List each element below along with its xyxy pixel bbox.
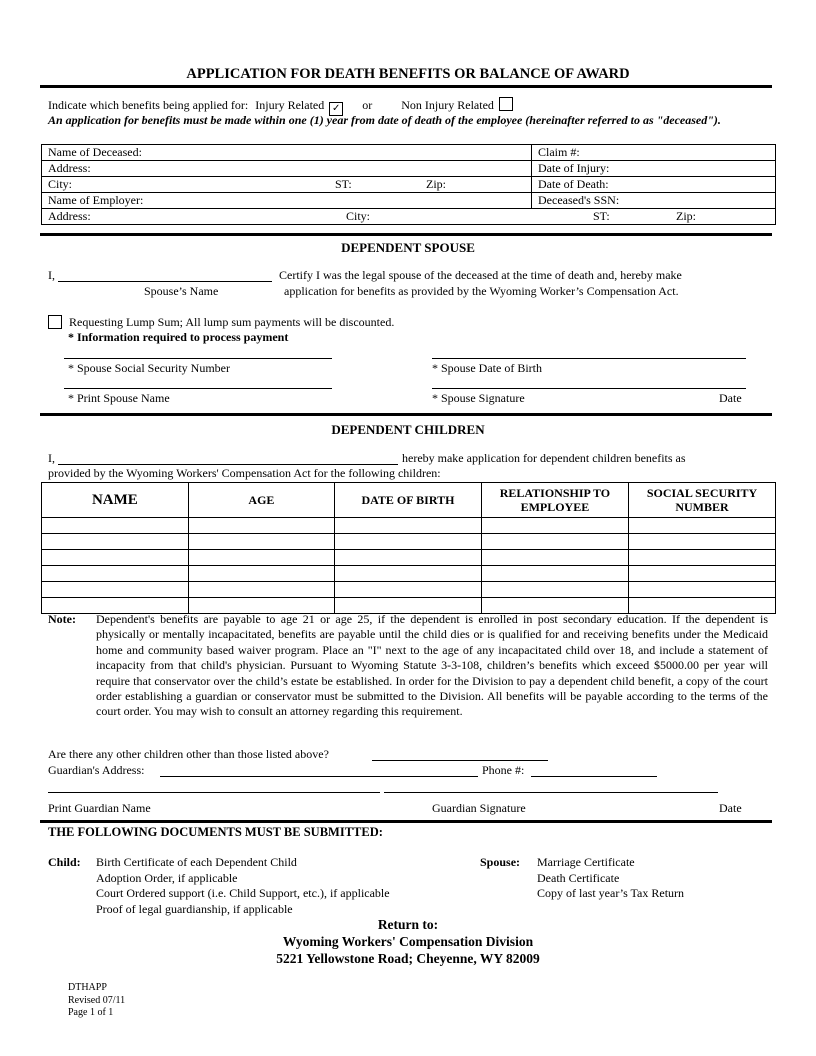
indicate-label: Indicate which benefits being applied for: xyxy=(48,98,249,112)
guardian-signature-line[interactable] xyxy=(384,792,718,793)
child-doc-item: Adoption Order, if applicable xyxy=(96,870,238,885)
table-cell[interactable] xyxy=(335,534,482,550)
return-to-org: Wyoming Workers' Compensation Division xyxy=(282,934,534,949)
revised-date: Revised 07/11 xyxy=(68,994,126,1006)
table-cell[interactable] xyxy=(42,534,189,550)
spouse-date-caption: Date xyxy=(719,391,742,405)
employer-address-label: Address: xyxy=(48,209,91,223)
table-row xyxy=(42,534,776,550)
employer-st-label: ST: xyxy=(593,209,610,223)
deadline-notice: An application for benefits must be made within one (1) year from date of death of the employee (hereinafter referred to as "deceased"). xyxy=(48,113,721,127)
children-col-header: SOCIAL SECURITY NUMBER xyxy=(629,483,776,518)
dependent-spouse-heading: DEPENDENT SPOUSE xyxy=(341,240,475,255)
non-injury-related-checkbox[interactable] xyxy=(499,97,513,111)
footer-block xyxy=(68,982,125,1020)
guardian-print-name-line[interactable] xyxy=(48,792,380,793)
table-cell[interactable] xyxy=(42,582,189,598)
injury-related-label: Injury Related xyxy=(255,98,325,112)
documents-heading: THE FOLLOWING DOCUMENTS MUST BE SUBMITTED: xyxy=(48,825,383,839)
table-cell[interactable] xyxy=(481,550,628,566)
table-cell[interactable] xyxy=(629,550,776,566)
table-row xyxy=(42,550,776,566)
children-col-header: NAME xyxy=(42,483,189,518)
injury-related-checkbox[interactable]: ✓ xyxy=(329,102,343,116)
table-cell[interactable] xyxy=(188,534,334,550)
lump-sum-checkbox[interactable] xyxy=(48,315,62,329)
employer-city-label: City: xyxy=(346,209,371,223)
table-cell[interactable] xyxy=(188,518,334,534)
return-to-label: Return to: xyxy=(377,917,439,932)
spouse-name-line[interactable] xyxy=(58,281,272,282)
spouse-doc-item: Copy of last year’s Tax Return xyxy=(537,886,685,900)
table-cell[interactable] xyxy=(188,582,334,598)
phone-line[interactable] xyxy=(531,776,657,777)
table-cell[interactable] xyxy=(481,566,628,582)
deceased-address-field[interactable]: Address: xyxy=(42,161,532,177)
spouse-i-label: I, xyxy=(48,268,55,282)
spouse-print-name-caption: * Print Spouse Name xyxy=(68,391,170,405)
deceased-city-st-zip-field[interactable] xyxy=(42,177,532,193)
table-row xyxy=(42,582,776,598)
table-cell[interactable] xyxy=(188,550,334,566)
spouse-doc-item: Death Certificate xyxy=(537,870,620,885)
claim-number-field[interactable]: Claim #: xyxy=(532,145,776,161)
children-line2: provided by the Wyoming Workers' Compensation Act for the following children: xyxy=(48,466,441,480)
spouse-doc-item: Marriage Certificate xyxy=(537,855,635,869)
guardian-signature-caption: Guardian Signature xyxy=(432,801,526,815)
page-number: Page 1 of 1 xyxy=(68,1007,114,1018)
lump-sum-label: Requesting Lump Sum; All lump sum payments will be discounted. xyxy=(69,315,395,329)
table-cell[interactable] xyxy=(335,582,482,598)
spouse-ssn-line[interactable] xyxy=(64,358,332,359)
table-cell[interactable] xyxy=(629,518,776,534)
spouse-dob-caption: * Spouse Date of Birth xyxy=(432,361,542,375)
section-rule-spouse xyxy=(40,233,772,236)
table-cell[interactable] xyxy=(481,582,628,598)
deceased-info-table xyxy=(41,144,776,225)
child-docs-list xyxy=(96,855,390,917)
child-doc-item: Proof of legal guardianship, if applicable xyxy=(96,901,293,916)
spouse-certify-line2: application for benefits as provided by the Wyoming Worker’s Compensation Act. xyxy=(284,284,679,298)
form-title: APPLICATION FOR DEATH BENEFITS OR BALANCE OF AWARD xyxy=(186,66,630,82)
employer-zip-label: Zip: xyxy=(676,209,696,223)
children-col-header: RELATIONSHIP TO EMPLOYEE xyxy=(481,483,628,518)
or-label: or xyxy=(362,98,373,112)
children-i-label: I, xyxy=(48,451,55,465)
title-rule xyxy=(40,85,772,88)
table-cell[interactable] xyxy=(481,534,628,550)
zip-label: Zip: xyxy=(426,177,446,191)
table-cell[interactable] xyxy=(629,566,776,582)
table-cell[interactable] xyxy=(188,566,334,582)
date-of-death-field[interactable]: Date of Death: xyxy=(532,177,776,193)
guardian-print-name-caption: Print Guardian Name xyxy=(48,801,151,815)
spouse-signature-caption: * Spouse Signature xyxy=(432,391,525,405)
table-cell[interactable] xyxy=(42,550,189,566)
spouse-certify-line1: Certify I was the legal spouse of the deceased at the time of death and, hereby make xyxy=(279,268,682,282)
form-code: DTHAPP xyxy=(68,982,107,993)
other-children-question: Are there any other children other than those listed above? xyxy=(48,747,329,761)
return-to-address: 5221 Yellowstone Road; Cheyenne, WY 82009 xyxy=(276,951,540,966)
children-col-header: AGE xyxy=(188,483,334,518)
spouse-dob-line[interactable] xyxy=(432,358,746,359)
name-of-deceased-field[interactable]: Name of Deceased: xyxy=(42,145,532,161)
section-rule-documents xyxy=(40,820,772,823)
table-row xyxy=(42,518,776,534)
table-cell[interactable] xyxy=(335,518,482,534)
spouse-docs-label: Spouse: xyxy=(480,855,521,869)
spouse-print-name-line[interactable] xyxy=(64,388,332,389)
table-cell[interactable] xyxy=(629,582,776,598)
table-row xyxy=(42,566,776,582)
phone-label: Phone #: xyxy=(482,763,525,777)
guardian-address-line[interactable] xyxy=(160,776,478,777)
child-doc-item: Court Ordered support (i.e. Child Support, etc.), if applicable xyxy=(96,886,390,900)
date-of-injury-field[interactable]: Date of Injury: xyxy=(532,161,776,177)
guardian-date-caption: Date xyxy=(719,801,742,815)
guardian-address-label: Guardian's Address: xyxy=(48,763,145,777)
st-label: ST: xyxy=(335,177,352,191)
table-cell[interactable] xyxy=(629,534,776,550)
children-line1-rest: hereby make application for dependent children benefits as xyxy=(402,451,686,465)
child-docs-label: Child: xyxy=(48,855,81,869)
spouse-docs-list xyxy=(537,855,684,902)
table-cell[interactable] xyxy=(335,550,482,566)
table-cell[interactable] xyxy=(42,566,189,582)
deceased-ssn-field[interactable]: Deceased's SSN: xyxy=(532,193,776,209)
spouse-signature-line[interactable] xyxy=(432,388,746,389)
section-rule-children xyxy=(40,413,772,416)
children-applicant-name-line[interactable] xyxy=(58,464,398,465)
children-table xyxy=(41,482,776,614)
employer-address-field[interactable] xyxy=(42,209,776,225)
children-col-header: DATE OF BIRTH xyxy=(335,483,482,518)
note-text: Dependent's benefits are payable to age 21 or age 25, if the dependent is enrolled in post secondary education. If the dependent is physically or mentally incapacitated, benefits are payable until the child dies or is qualified for and receiving benefits under the Medicaid home and community based waiver program. Place an "I" next to the age of any incapacitated child over 18, and include a statement of incapacity from that child's physician. Pursuant to Wyoming Statute 3-3-108, children’s benefits which exceed $5000.00 per year will require that conservator over the child’s estate be established. In order for the Division to pay a dependent child benefit, a copy of the court order establishing a guardian or conservator must be submitted to the Division. All benefits will be payable according to the terms of the court order. You may wish to consult an attorney regarding this requirement. xyxy=(96,612,768,719)
table-cell[interactable] xyxy=(335,566,482,582)
name-of-employer-field[interactable]: Name of Employer: xyxy=(42,193,532,209)
info-required-note: * Information required to process payment xyxy=(68,330,289,344)
child-doc-item: Birth Certificate of each Dependent Child xyxy=(96,855,297,869)
other-children-answer-line[interactable] xyxy=(372,760,548,761)
table-cell[interactable] xyxy=(42,518,189,534)
dependent-children-heading: DEPENDENT CHILDREN xyxy=(331,422,485,437)
non-injury-related-label: Non Injury Related xyxy=(401,98,494,112)
city-label: City: xyxy=(48,177,73,191)
note-label: Note: xyxy=(48,612,76,626)
spouse-ssn-caption: * Spouse Social Security Number xyxy=(68,361,230,375)
spouse-name-caption: Spouse’s Name xyxy=(144,284,219,298)
table-cell[interactable] xyxy=(481,518,628,534)
